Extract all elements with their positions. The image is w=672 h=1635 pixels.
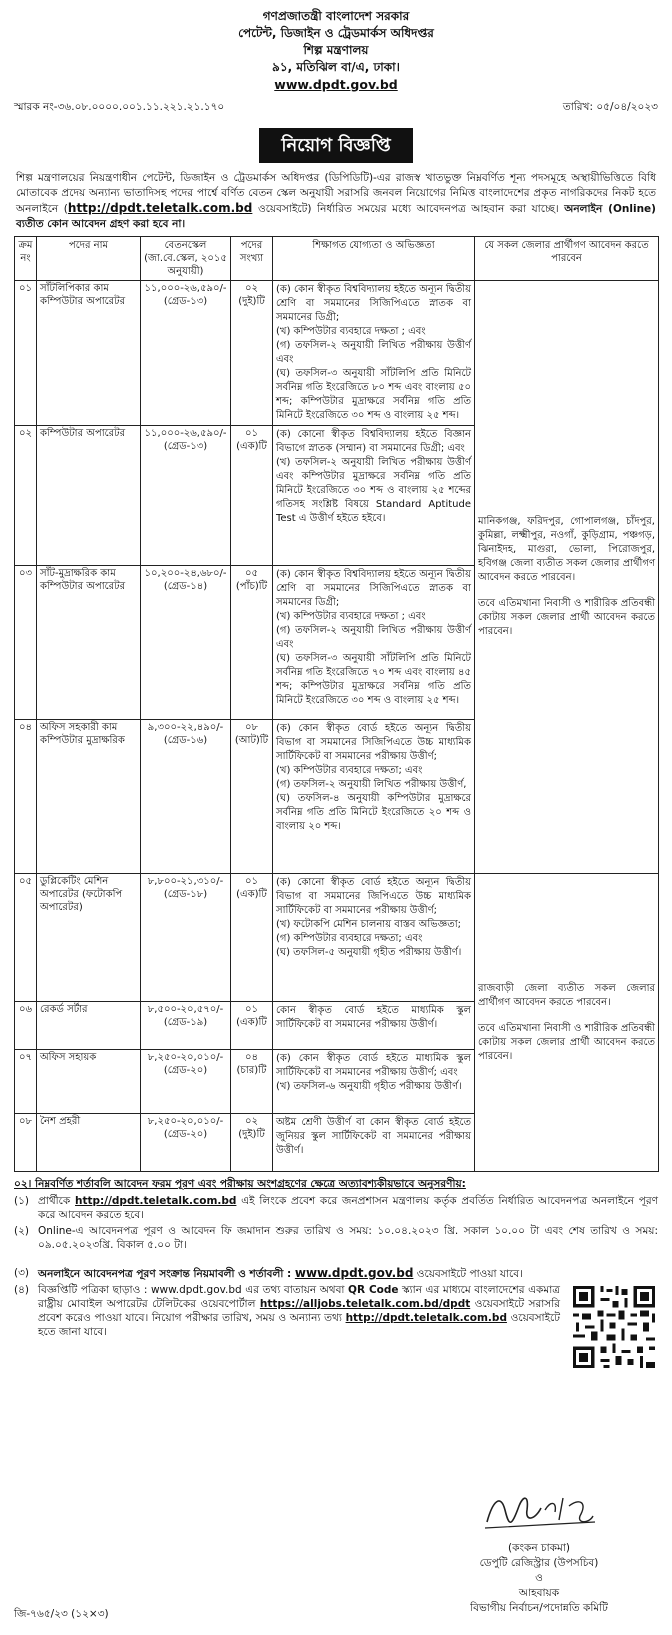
scale-value: ১১,০০০-২৬,৫৯০/-: [144, 428, 227, 440]
header-scale: বেতনস্কেল (জা.বে.স্কেল, ২০১৫ অনুযায়ী): [141, 237, 231, 281]
row-scale: [141, 1114, 231, 1172]
department-name: পেটেন্ট, ডিজাইন ও ট্রেডমার্কস অধিদপ্তর: [238, 26, 434, 40]
row-qualification: [273, 566, 475, 720]
govt-name: গণপ্রজাতন্ত্রী বাংলাদেশ সরকার: [262, 9, 410, 23]
row-post: সাঁটলিপিকার কাম কম্পিউটার অপারেটর: [37, 281, 141, 426]
count-value: ০৫: [245, 568, 258, 580]
row-count: [231, 426, 273, 566]
row-scale: [141, 720, 231, 874]
rules-link[interactable]: www.dpdt.gov.bd: [294, 1265, 414, 1280]
row-count: [231, 874, 273, 1002]
count-words: (দুই)টি: [238, 296, 265, 308]
row-sl: ০২: [15, 426, 37, 566]
condition-text: Online-এ আবেদনপত্র পূরণ ও আবেদন ফি জমাদান শুরুর তারিখ ও সময়: ১০.০৪.২০২৩ খ্রি. সকাল ১০.০০ টা এবং শেষ তারিখ ও সময়: ০৯.০৫.২০২৩খ্রি. বিকাল ৫.০০ টা।: [38, 1224, 658, 1251]
memo-row: [14, 101, 658, 114]
count-value: ০১: [245, 1004, 258, 1016]
print-code: জি-৭৬৫/২৩ (১২×৩): [14, 1608, 109, 1620]
row-count: [231, 1002, 273, 1050]
condition-2: [14, 1224, 658, 1252]
qual-item: (ঘ) তফসিল-৩ অনুযায়ী সাঁটলিপি প্রতি মিনিটে সর্বনিম্ন গতি ইংরেজিতে ৮০ শব্দ এবং বাংলায় ৫০ শব্দ; কম্পিউটার মুদ্রাক্ষরে সর্বনিম্ন গতি প্রতি মিনিটে ইংরেজিতে ৩০ শব্দ ও বাংলায় ২৫ শব্দ।: [276, 368, 471, 422]
district-eligibility-2: [475, 874, 659, 1172]
signature-mark: [479, 1480, 599, 1536]
grade-value: (গ্রেড-১৩): [163, 441, 208, 453]
qual-item: অষ্টম শ্রেণী উত্তীর্ণ বা কোন স্বীকৃত বোর্ড হইতে জুনিয়র স্কুল সার্টিফিকেট বা সমমানের পরীক্ষায় উত্তীর্ণ।: [276, 1117, 471, 1157]
row-qualification: [273, 874, 475, 1002]
district-text: মানিকগঞ্জ, ফরিদপুর, গোপালগঞ্জ, চাঁদপুর, কুমিল্লা, লক্ষ্মীপুর, নওগাঁ, কুড়িগ্রাম, পঞ্চগড়, ঝিনাইদহ, মাগুরা, ভোলা, পিরোজপুর, হবিগঞ্জ জেলা ব্যতীত সকল জেলার প্রার্থীগণ আবেদন করতে পারবেন।: [478, 516, 655, 584]
qual-item: (ক) কোনো স্বীকৃত বোর্ড হইতে অন্যূন দ্বিতীয় বিভাগ বা সমমানের জিপিএতে উচ্চ মাধ্যমিক সার্টিফিকেট বা সমমানের পরীক্ষায় উত্তীর্ণ;: [276, 877, 471, 917]
qual-item: (ক) কোন স্বীকৃত বিশ্ববিদ্যালয় হইতে অন্যূন দ্বিতীয় শ্রেণি বা সমমানের সিজিপিএতে স্নাতক বা সমমানের ডিগ্রী;: [276, 569, 471, 609]
row-sl: ০৫: [15, 874, 37, 1002]
condition-text: [38, 1194, 658, 1222]
row-post: রেকর্ড সর্টার: [37, 1002, 141, 1050]
table-row: [15, 281, 659, 426]
count-words: (এক)টি: [236, 1017, 267, 1029]
count-value: ০১: [245, 876, 258, 888]
row-sl: ০৭: [15, 1050, 37, 1114]
row-post: অফিস সহায়ক: [37, 1050, 141, 1114]
condition-number: (১): [14, 1194, 30, 1207]
qual-item: (ক) কোন স্বীকৃত বিশ্ববিদ্যালয় হইতে অন্যূন দ্বিতীয় শ্রেণি বা সমমানের সিজিপিএতে স্নাতক বা সমমানের ডিগ্রী;: [276, 284, 471, 324]
row-sl: ০৬: [15, 1002, 37, 1050]
notice-page: [14, 0, 658, 1635]
signature-block: [429, 1480, 649, 1616]
condition-4: [14, 1283, 658, 1371]
row-count: [231, 720, 273, 874]
scale-value: ৮,২৫০-২০,০১০/-: [147, 1116, 224, 1128]
memo-date: তারিখ: ০৫/০৪/২০২৩: [562, 101, 658, 113]
count-value: ০২: [244, 283, 258, 295]
grade-value: (গ্রেড-১৩): [163, 296, 208, 308]
condition-text: [38, 1266, 658, 1281]
row-count: [231, 1114, 273, 1172]
count-value: ০২: [244, 1116, 258, 1128]
row-scale: [141, 426, 231, 566]
qual-item: (খ) তফসিল-৬ অনুযায়ী গৃহীত পরীক্ষায় উত্তীর্ণ।: [276, 1081, 462, 1093]
header-district: যে সকল জেলার প্রার্থীগণ আবেদন করতে পারবেন: [475, 237, 659, 281]
count-words: (এক)টি: [236, 889, 267, 901]
qual-item: (খ) কম্পিউটার ব্যবহারে দক্ষতা ; এবং: [276, 611, 426, 623]
row-count: [231, 1050, 273, 1114]
row-post: নৈশ প্রহরী: [37, 1114, 141, 1172]
qual-item: (ঘ) তফসিল-৫ অনুযায়ী গৃহীত পরীক্ষায় উত্তীর্ণ।: [276, 947, 462, 959]
condition-number: (৩): [14, 1266, 30, 1279]
qr-code-icon[interactable]: [570, 1283, 658, 1371]
qual-item: (খ) তফসিল-২ অনুযায়ী লিখিত পরীক্ষায় উত্তীর্ণ এবং কম্পিউটার মুদ্রাক্ষরে সর্বনিম্ন গতি প্রতি মিনিটে ইংরেজিতে ৩০ শব্দ ও বাংলায় ২৫ শব্দের গতিসহ সংশ্লিষ্ট বিষয়ে Standard Aptitude Test এ উত্তীর্ণ হইতে হইবে।: [276, 457, 471, 525]
text: ওয়েবসাইটে সরাসরি প্রবেশ করেও পাওয়া যাবে। নিয়োগ পরীক্ষার তারিখ, সময় ও অন্যান্য তথ্য: [38, 1297, 560, 1324]
letterhead: [14, 0, 658, 93]
qual-item: (খ) কম্পিউটার ব্যবহারে দক্ষতা ; এবং: [276, 326, 426, 338]
text: ওয়েবসাইটে পাওয়া যাবে।: [413, 1267, 523, 1280]
scale-value: ৮,২৫০-২০,০১০/-: [147, 1052, 224, 1064]
website-link[interactable]: www.dpdt.gov.bd: [274, 77, 398, 92]
alljobs-link[interactable]: https://alljobs.teletalk.com.bd/dpdt: [259, 1297, 471, 1310]
qual-item: (খ) কম্পিউটার ব্যবহারে দক্ষতা; এবং: [276, 765, 423, 777]
header-qualification: শিক্ষাগত যোগ্যতা ও অভিজ্ঞতা: [273, 237, 475, 281]
row-post: সাঁট-মুদ্রাক্ষরিক কাম কম্পিউটার অপারেটর: [37, 566, 141, 720]
row-qualification: [273, 1002, 475, 1050]
ministry-name: শিল্প মন্ত্রণালয়: [303, 43, 369, 57]
row-scale: [141, 1050, 231, 1114]
district-text: রাজবাড়ী জেলা ব্যতীত সকল জেলার প্রার্থীগণ আবেদন করতে পারবেন।: [478, 982, 655, 1008]
count-words: (এক)টি: [236, 441, 267, 453]
count-words: (আট)টি: [234, 735, 269, 747]
district-quota-text: তবে এতিমখানা নিবাসী ও শারীরিক প্রতিবন্ধী কোটায় সকল জেলার প্রার্থী আবেদন করতে পারবেন।: [478, 1022, 655, 1062]
intro-paragraph: [16, 171, 656, 232]
text: অনলাইনে আবেদনপত্র পূরণ সংক্রান্ত নিয়মাবলী ও শর্তাবলী :: [38, 1267, 295, 1280]
text: প্রার্থীকে: [38, 1194, 76, 1207]
qual-item: (গ) কম্পিউটার ব্যবহারে দক্ষতা; এবং: [276, 933, 423, 945]
conditions-title: ০২। নিম্নবর্ণিত শর্তাবলি আবেদন ফরম পূরণ এবং পরীক্ষায় অংশগ্রহণের ক্ষেত্রে অত্যাবশ্যকীয়ভাবে অনুসরণীয়:: [14, 1178, 466, 1191]
posts-table: [14, 236, 659, 1172]
signatory-designation: ডেপুটি রেজিস্ট্রার (উপসচিব): [479, 1557, 599, 1569]
header-post: পদের নাম: [37, 237, 141, 281]
row-qualification: [273, 281, 475, 426]
count-value: ০৮: [245, 722, 258, 734]
count-words: (দুই)টি: [238, 1129, 265, 1141]
signatory-committee: বিভাগীয় নির্বাচন/পদোন্নতি কমিটি: [470, 1602, 608, 1614]
scale-value: ৮,৮০০-২১,৩১০/-: [147, 876, 224, 888]
qual-item: (ক) কোনো স্বীকৃত বিশ্ববিদ্যালয় হইতে বিজ্ঞান বিভাগে স্নাতক (সম্মান) বা সমমানের ডিগ্রী; এবং: [276, 429, 471, 455]
row-sl: ০৪: [15, 720, 37, 874]
qual-item: কোন স্বীকৃত বোর্ড হইতে মাধ্যমিক স্কুল সার্টিফিকেট বা সমমানের পরীক্ষায় উত্তীর্ণ।: [276, 1005, 471, 1031]
district-eligibility-1: [475, 281, 659, 874]
signatory-name: (কংকন চাকমা): [508, 1542, 570, 1554]
grade-value: (গ্রেড-১৯): [163, 1017, 208, 1029]
qual-item: (গ) তফসিল-২ অনুযায়ী লিখিত পরীক্ষায় উত্তীর্ণ এবং: [276, 625, 471, 651]
scale-value: ৯,৩০০-২২,৪৯০/-: [147, 722, 224, 734]
condition-number: (৪): [14, 1283, 30, 1296]
qual-item: (গ) তফসিল-২ অনুযায়ী লিখিত পরীক্ষায় উত্তীর্ণ এবং: [276, 340, 471, 366]
intro-link[interactable]: http://dpdt.teletalk.com.bd: [67, 201, 253, 216]
intro-text-1: শিল্প মন্ত্রণালয়ের নিয়ন্ত্রণাধীন পেটেন্ট, ডিজাইন ও ট্রেডমার্কস অধিদপ্তর (ডিপিডিটি)-এর রাজস্ব খাতভুক্ত নিম্নবর্ণিত শূন্য পদসমূহে অস্থায়ীভিত্তিতে বিধি মোতাবেক প্রদেয় অন্যান্য ভাতাদিসহ পদের পার্শ্বে বর্ণিত বেতন স্কেল অনুযায়ী সরাসরি জনবল নিয়োগের নিমিত্ত বাংলাদেশের প্রকৃত নাগরিকদের নিকট হতে অনলাইনে (: [16, 172, 656, 216]
apply-link[interactable]: http://dpdt.teletalk.com.bd: [75, 1194, 237, 1207]
grade-value: (গ্রেড-২০): [163, 1065, 208, 1077]
condition-number: (২): [14, 1224, 30, 1237]
row-count: [231, 566, 273, 720]
teletalk-link[interactable]: http://dpdt.teletalk.com.bd: [345, 1311, 507, 1324]
table-header-row: [15, 237, 659, 281]
count-value: ০১: [245, 428, 258, 440]
qual-item: (খ) ফটোকপি মেশিন চালনায় বাস্তব অভিজ্ঞতা;: [276, 919, 461, 931]
header-count: পদের সংখ্যা: [231, 237, 273, 281]
grade-value: (গ্রেড-২০): [163, 1129, 208, 1141]
row-post: ডুপ্লিকেটিং মেশিন অপারেটর (ফটোকপি অপারেটর): [37, 874, 141, 1002]
qual-item: (ঘ) তফসিল-৪ অনুযায়ী কম্পিউটার মুদ্রাক্ষরে সর্বনিম্ন গতি প্রতি মিনিটে ইংরেজিতে ২০ শব্দ ও বাংলায় ২০ শব্দ।: [276, 793, 471, 833]
row-scale: [141, 281, 231, 426]
grade-value: (গ্রেড-১৬): [163, 735, 208, 747]
scale-value: ১০,২০০-২৪,৬৮০/-: [144, 568, 227, 580]
row-scale: [141, 874, 231, 1002]
header-sl: ক্রম নং: [15, 237, 37, 281]
scale-value: ৮,৫০০-২০,৫৭০/-: [147, 1004, 224, 1016]
qual-item: (ক) কোন স্বীকৃত বোর্ড হইতে মাধ্যমিক স্কুল সার্টিফিকেট বা সমমানের পরীক্ষায় উত্তীর্ণ; এবং: [276, 1053, 471, 1079]
row-scale: [141, 566, 231, 720]
online-only-note: অনলাইন (Online) ব্যতীত কোন আবেদন গ্রহণ করা হবে না।: [16, 203, 656, 231]
address: ৯১, মতিঝিল বা/এ, ঢাকা।: [272, 60, 400, 74]
intro-text-2: ওয়েবসাইটে) নির্ধারিত সময়ের মধ্যে আবেদনপত্র আহবান করা যাচ্ছে।: [252, 203, 559, 216]
row-qualification: [273, 1050, 475, 1114]
grade-value: (গ্রেড-১৮): [163, 889, 208, 901]
row-scale: [141, 1002, 231, 1050]
district-quota-text: তবে এতিমখানা নিবাসী ও শারীরিক প্রতিবন্ধী কোটায় সকল জেলার প্রার্থী আবেদন করতে পারবেন।: [478, 598, 655, 638]
row-post: কম্পিউটার অপারেটর: [37, 426, 141, 566]
row-qualification: [273, 426, 475, 566]
count-value: ০৪: [245, 1052, 258, 1064]
signatory-and: ও: [535, 1572, 543, 1584]
memo-ref: স্মারক নং-৩৬.০৮.০০০০.০০১.১১.২২১.২১.১৭০: [14, 101, 225, 113]
row-post: অফিস সহকারী কাম কম্পিউটার মুদ্রাক্ষরিক: [37, 720, 141, 874]
condition-1: [14, 1194, 658, 1222]
qual-item: (ঘ) তফসিল-৩ অনুযায়ী সাঁটলিপি প্রতি মিনিটে সর্বনিম্ন গতি ইংরেজিতে ৭০ শব্দ এবং বাংলায় ৪৫ শব্দ; কম্পিউটার মুদ্রাক্ষরে সর্বনিম্ন গতি প্রতি মিনিটে ইংরেজিতে ৩০ শব্দ ও বাংলায় ২৫ শব্দ।: [276, 653, 471, 707]
row-qualification: [273, 720, 475, 874]
scale-value: ১১,০০০-২৬,৫৯০/-: [144, 283, 227, 295]
text: QR Code: [348, 1283, 399, 1296]
text: ওয়েবসাইটে হতে জানা যাবে।: [38, 1311, 561, 1338]
table-row: [15, 874, 659, 1002]
count-words: (চার)টি: [236, 1065, 267, 1077]
condition-text: [38, 1283, 560, 1371]
row-sl: ০১: [15, 281, 37, 426]
text: স্ক্যান এর মাধ্যমে বাংলাদেশের একমাত্র রাষ্ট্রীয় মোবাইল অপারেটর টেলিটকের ওয়েবপোর্টাল: [38, 1283, 560, 1310]
qual-item: (ক) কোন স্বীকৃত বোর্ড হইতে অন্যূন দ্বিতীয় বিভাগ বা সমমানের সিজিপিএতে উচ্চ মাধ্যমিক সার্টিফিকেট বা সমমানের পরীক্ষায় উত্তীর্ণ;: [276, 723, 471, 763]
row-sl: ০৩: [15, 566, 37, 720]
signatory-role: আহবায়ক: [518, 1587, 560, 1599]
qual-item: (গ) তফসিল-২ অনুযায়ী লিখিত পরীক্ষায় উত্তীর্ণ,: [276, 779, 467, 791]
row-count: [231, 281, 273, 426]
row-qualification: [273, 1114, 475, 1172]
row-sl: ০৮: [15, 1114, 37, 1172]
grade-value: (গ্রেড-১৪): [163, 581, 208, 593]
text: এই লিংকে প্রবেশ করে জনপ্রশাসন মন্ত্রণালয় কর্তৃক প্রবর্তিত নির্ধারিত আবেদনপত্র অনলাইনে পূরণ করে আবেদন করতে হবে।: [38, 1194, 658, 1221]
count-words: (পাঁচ)টি: [235, 581, 268, 593]
condition-3: [14, 1266, 658, 1281]
text: বিজ্ঞপ্তিটি পত্রিকা ছাড়াও : www.dpdt.gov.bd এর তথ্য বাতায়ন অথবা: [38, 1283, 349, 1296]
notice-title: নিয়োগ বিজ্ঞপ্তি: [259, 128, 412, 163]
